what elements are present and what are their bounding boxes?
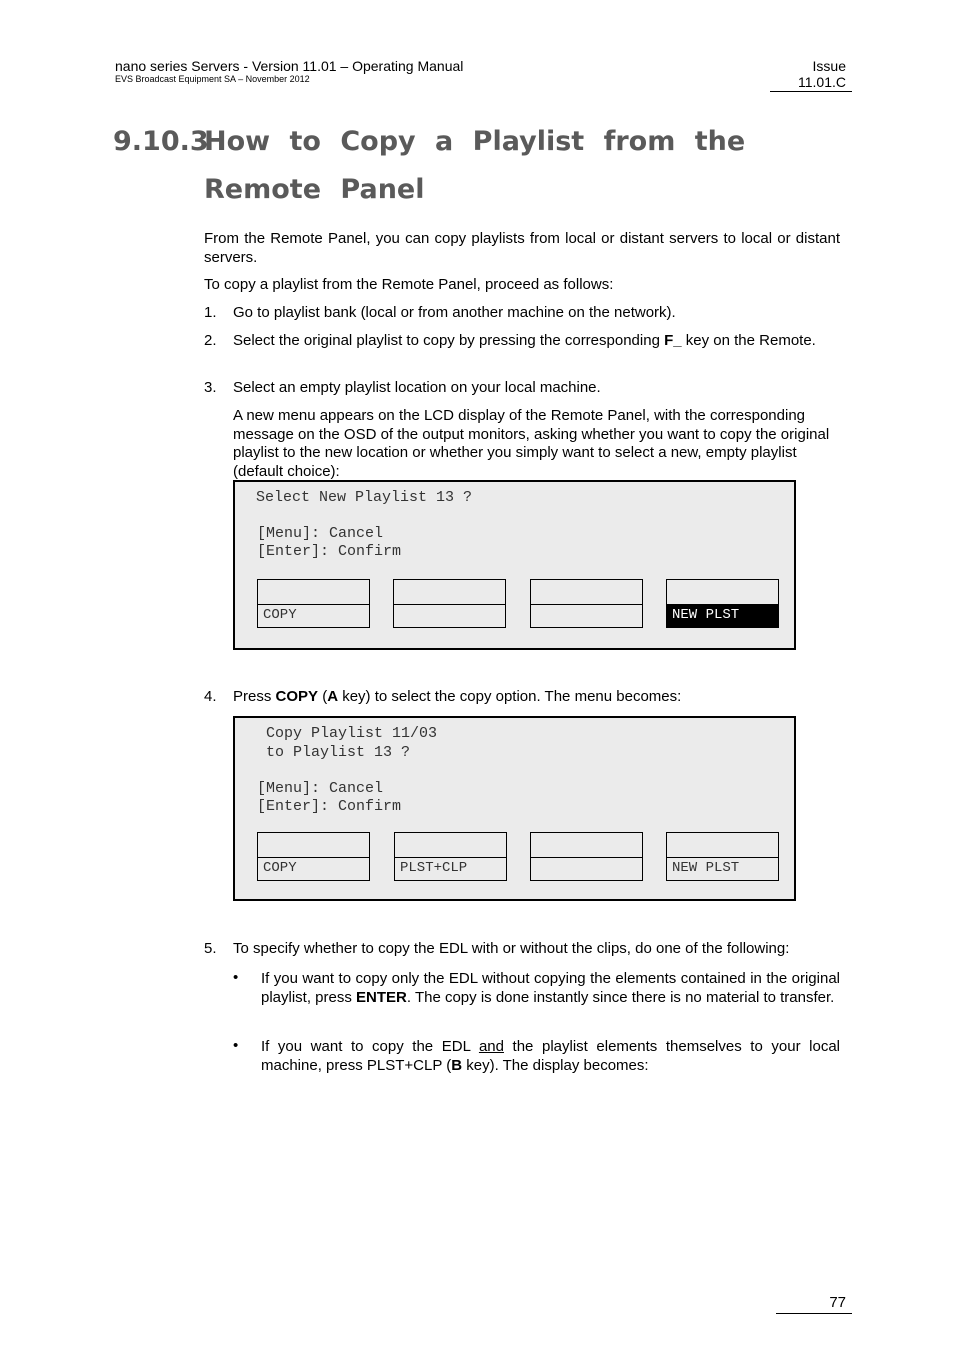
intro-paragraph: From the Remote Panel, you can copy playlists from local or distant servers to local or distant servers. bbox=[204, 230, 840, 266]
lcd2-line-4: [Enter]: Confirm bbox=[257, 798, 402, 815]
bullet-1-marker: • bbox=[233, 969, 239, 986]
lcd-display-1 bbox=[233, 480, 796, 650]
section-title: How to Copy a Playlist from the Remote Panel bbox=[204, 126, 746, 205]
bullet-2-marker: • bbox=[233, 1037, 239, 1054]
intro-lead: To copy a playlist from the Remote Panel, proceed as follows: bbox=[204, 276, 614, 293]
header-title: nano series Servers - Version 11.01 – Operating Manual bbox=[115, 58, 464, 74]
step-2-text: Select the original playlist to copy by pressing the corresponding F_ key on the Remote. bbox=[233, 332, 816, 349]
footer-rule bbox=[776, 1313, 852, 1314]
lcd1-key-copy[interactable]: COPY bbox=[257, 579, 370, 628]
step-3-number: 3. bbox=[204, 379, 217, 396]
step-4-text: Press COPY (A key) to select the copy option. The menu becomes: bbox=[233, 688, 682, 705]
lcd1-key-2[interactable] bbox=[393, 579, 506, 628]
page-number: 77 bbox=[829, 1294, 846, 1311]
step-2-number: 2. bbox=[204, 332, 217, 349]
step-1-text: Go to playlist bank (local or from another machine on the network). bbox=[233, 304, 676, 321]
lcd2-line-1: Copy Playlist 11/03 bbox=[266, 725, 438, 742]
lcd2-line-2: to Playlist 13 ? bbox=[266, 744, 411, 761]
lcd2-key-new-plst[interactable]: NEW PLST bbox=[666, 832, 779, 881]
lcd2-key-3[interactable] bbox=[530, 832, 643, 881]
lcd1-key-3[interactable] bbox=[530, 579, 643, 628]
header-issue-label: Issue bbox=[812, 58, 846, 74]
section-number: 9.10.3 bbox=[113, 126, 209, 157]
step-4-number: 4. bbox=[204, 688, 217, 705]
lcd1-line-3: [Enter]: Confirm bbox=[257, 543, 402, 560]
lcd2-line-3: [Menu]: Cancel bbox=[257, 780, 384, 797]
step-3-note: A new menu appears on the LCD display of the Remote Panel, with the corresponding message on the OSD of the output monitors, asking whether you want to copy the original playlist to the new location or whether you simply want to select a new, empty playlist (default choice): bbox=[233, 407, 830, 480]
step-3-text: Select an empty playlist location on your local machine. bbox=[233, 379, 601, 396]
step-5-number: 5. bbox=[204, 940, 217, 957]
header-issue-value: 11.01.C bbox=[798, 74, 846, 90]
header-rule bbox=[770, 91, 852, 92]
lcd-display-2 bbox=[233, 716, 796, 901]
lcd2-key-copy[interactable]: COPY bbox=[257, 832, 370, 881]
header-subtitle: EVS Broadcast Equipment SA – November 2012 bbox=[115, 74, 310, 84]
step-5-text: To specify whether to copy the EDL with or without the clips, do one of the following: bbox=[233, 940, 790, 957]
step-1-number: 1. bbox=[204, 304, 217, 321]
lcd1-line-2: [Menu]: Cancel bbox=[257, 525, 384, 542]
lcd1-line-1: Select New Playlist 13 ? bbox=[256, 489, 473, 506]
f-key: F_ bbox=[664, 332, 682, 349]
lcd2-key-plst-clp[interactable]: PLST+CLP bbox=[394, 832, 507, 881]
bullet-1-text: If you want to copy only the EDL without copying the elements contained in the original playlist, press ENTER. The copy is done instantly since there is no material to transfer. bbox=[261, 970, 840, 1006]
lcd1-key-new-plst[interactable]: NEW PLST bbox=[666, 579, 779, 628]
bullet-2-text: If you want to copy the EDL and the playlist elements themselves to your local machine, press PLST+CLP (B key). The display becomes: bbox=[261, 1038, 840, 1074]
